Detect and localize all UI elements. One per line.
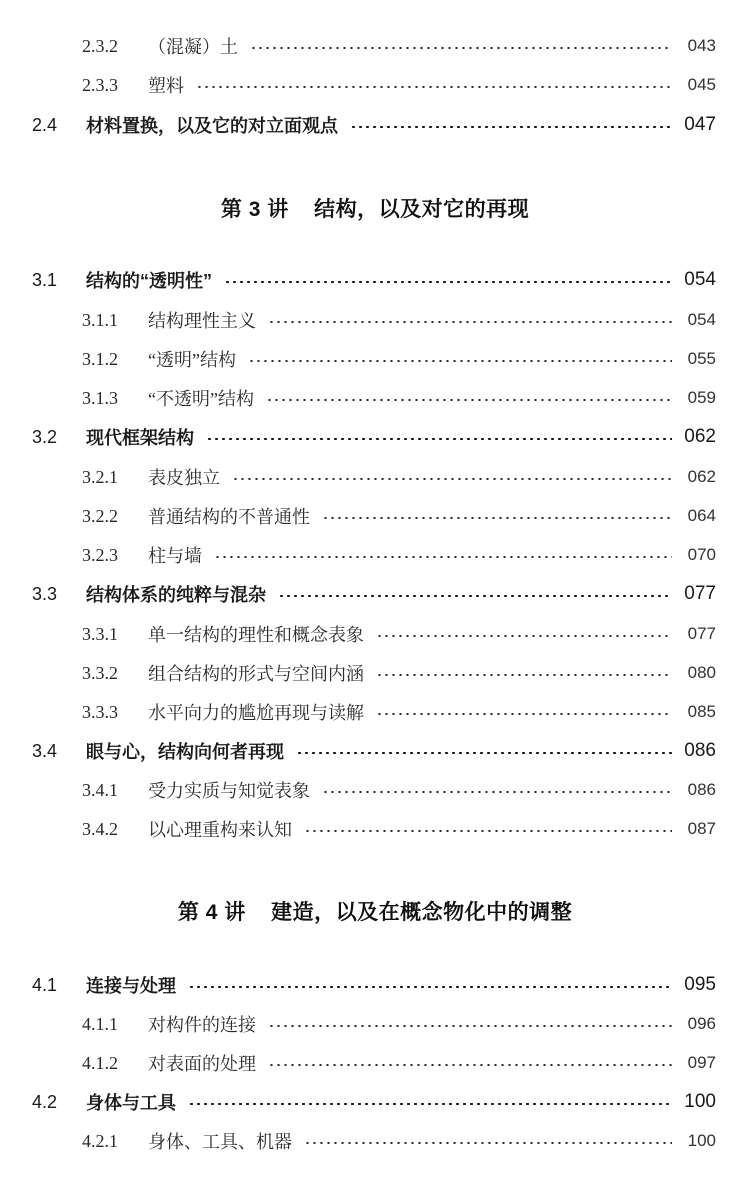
dot-leader xyxy=(304,830,672,832)
lecture-label: 第 4 讲 xyxy=(177,901,246,924)
toc-entry-3-2[interactable] xyxy=(32,422,716,452)
entry-page: 062 xyxy=(687,467,716,486)
entry-number: 4.2.1 xyxy=(82,1130,118,1151)
toc-entry-3-2-2[interactable] xyxy=(32,501,716,531)
entry-page: 077 xyxy=(684,583,716,604)
entry-page: 086 xyxy=(684,740,716,761)
toc-entry-3-3[interactable] xyxy=(32,579,716,609)
lecture-heading-4[interactable] xyxy=(0,896,750,926)
entry-title: 受力实质与知觉表象 xyxy=(148,781,310,801)
entry-page: 059 xyxy=(687,388,716,407)
entry-number: 3.2.3 xyxy=(82,544,118,565)
entry-page: 064 xyxy=(687,506,716,525)
toc-entry-3-3-1[interactable] xyxy=(32,619,716,649)
lecture-label: 第 3 讲 xyxy=(220,198,289,221)
entry-page: 085 xyxy=(687,702,716,721)
entry-number: 3.4 xyxy=(32,740,58,761)
toc-entry-2-4[interactable] xyxy=(32,110,716,140)
entry-page: 100 xyxy=(684,1091,716,1112)
entry-page: 097 xyxy=(687,1053,716,1072)
entry-page: 080 xyxy=(687,663,716,682)
entry-page: 047 xyxy=(684,114,716,135)
dot-leader xyxy=(350,126,672,128)
entry-number: 3.1.2 xyxy=(82,348,118,369)
entry-title: 对表面的处理 xyxy=(148,1054,256,1074)
dot-leader xyxy=(188,1103,672,1105)
entry-number: 3.2 xyxy=(32,426,58,447)
dot-leader xyxy=(322,791,672,793)
entry-page: 095 xyxy=(684,974,716,995)
lecture-title: 建造，以及在概念物化中的调整 xyxy=(271,901,573,924)
entry-title: 对构件的连接 xyxy=(148,1015,256,1035)
toc-entry-4-2[interactable] xyxy=(32,1087,716,1117)
dot-leader xyxy=(376,713,672,715)
toc-entry-3-2-1[interactable] xyxy=(32,462,716,492)
dot-leader xyxy=(376,674,672,676)
entry-number: 3.4.2 xyxy=(82,818,118,839)
entry-title: 结构体系的纯粹与混杂 xyxy=(86,585,266,605)
entry-page: 054 xyxy=(684,269,716,290)
entry-number: 3.3 xyxy=(32,583,58,604)
dot-leader xyxy=(214,556,672,558)
entry-number: 3.2.2 xyxy=(82,505,118,526)
entry-number: 3.3.1 xyxy=(82,623,118,644)
entry-title: “不透明”结构 xyxy=(148,389,254,409)
entry-number: 4.1.2 xyxy=(82,1052,118,1073)
dot-leader xyxy=(196,86,672,88)
dot-leader xyxy=(268,1064,672,1066)
entry-title: 结构的“透明性” xyxy=(86,271,212,291)
entry-page: 054 xyxy=(687,310,716,329)
entry-title: 以心理重构来认知 xyxy=(148,820,292,840)
toc-entry-3-4[interactable] xyxy=(32,736,716,766)
entry-title: “透明”结构 xyxy=(148,350,236,370)
toc-entry-3-1-3[interactable] xyxy=(32,383,716,413)
entry-page: 070 xyxy=(687,545,716,564)
dot-leader xyxy=(232,478,672,480)
toc-entry-4-1[interactable] xyxy=(32,970,716,1000)
toc-entry-3-4-2[interactable] xyxy=(32,814,716,844)
entry-page: 086 xyxy=(687,780,716,799)
entry-number: 3.2.1 xyxy=(82,466,118,487)
entry-page: 045 xyxy=(687,75,716,94)
entry-page: 096 xyxy=(687,1014,716,1033)
dot-leader xyxy=(296,752,672,754)
entry-title: 材料置换，以及它的对立面观点 xyxy=(86,116,338,136)
entry-title: 组合结构的形式与空间内涵 xyxy=(148,664,364,684)
entry-number: 3.1.3 xyxy=(82,387,118,408)
dot-leader xyxy=(248,360,672,362)
dot-leader xyxy=(268,321,672,323)
entry-title: 连接与处理 xyxy=(86,976,176,996)
entry-page: 043 xyxy=(687,36,716,55)
entry-number: 3.3.3 xyxy=(82,701,118,722)
toc-entry-3-4-1[interactable] xyxy=(32,775,716,805)
toc-entry-3-1-2[interactable] xyxy=(32,344,716,374)
entry-title: 单一结构的理性和概念表象 xyxy=(148,625,364,645)
entry-title: 柱与墙 xyxy=(148,546,202,566)
lecture-title: 结构，以及对它的再现 xyxy=(314,198,530,221)
entry-title: 表皮独立 xyxy=(148,468,220,488)
entry-title: 塑料 xyxy=(148,76,184,96)
dot-leader xyxy=(268,1025,672,1027)
toc-entry-3-1[interactable] xyxy=(32,265,716,295)
dot-leader xyxy=(206,438,672,440)
toc-entry-3-3-3[interactable] xyxy=(32,697,716,727)
entry-title: （混凝）土 xyxy=(148,37,238,57)
entry-number: 4.1.1 xyxy=(82,1013,118,1034)
entry-title: 身体、工具、机器 xyxy=(148,1132,292,1152)
entry-number: 3.1.1 xyxy=(82,309,118,330)
entry-title: 眼与心，结构向何者再现 xyxy=(86,742,284,762)
toc-entry-4-1-2[interactable] xyxy=(32,1048,716,1078)
entry-number: 4.2 xyxy=(32,1091,58,1112)
entry-title: 普通结构的不普通性 xyxy=(148,507,310,527)
toc-entry-2-3-3[interactable] xyxy=(32,70,716,100)
entry-title: 现代框架结构 xyxy=(86,428,194,448)
entry-number: 4.1 xyxy=(32,974,58,995)
entry-number: 2.4 xyxy=(32,114,58,135)
dot-leader xyxy=(278,595,672,597)
entry-number: 3.3.2 xyxy=(82,662,118,683)
dot-leader xyxy=(304,1142,672,1144)
entry-number: 2.3.2 xyxy=(82,35,118,56)
dot-leader xyxy=(224,281,672,283)
lecture-heading-3[interactable] xyxy=(0,193,750,223)
entry-page: 077 xyxy=(687,624,716,643)
entry-page: 062 xyxy=(684,426,716,447)
entry-title: 身体与工具 xyxy=(86,1093,176,1113)
entry-page: 055 xyxy=(687,349,716,368)
toc-entry-4-1-1[interactable] xyxy=(32,1009,716,1039)
entry-title: 水平向力的尴尬再现与读解 xyxy=(148,703,364,723)
entry-page: 087 xyxy=(687,819,716,838)
toc-entry-3-1-1[interactable] xyxy=(32,305,716,335)
entry-number: 3.4.1 xyxy=(82,779,118,800)
dot-leader xyxy=(266,399,672,401)
dot-leader xyxy=(250,47,672,49)
toc-entry-2-3-2[interactable] xyxy=(32,31,716,61)
toc-entry-4-2-1[interactable] xyxy=(32,1126,716,1156)
dot-leader xyxy=(188,986,672,988)
dot-leader xyxy=(322,517,672,519)
dot-leader xyxy=(376,635,672,637)
toc-entry-3-2-3[interactable] xyxy=(32,540,716,570)
toc-entry-3-3-2[interactable] xyxy=(32,658,716,688)
entry-title: 结构理性主义 xyxy=(148,311,256,331)
entry-number: 2.3.3 xyxy=(82,74,118,95)
entry-page: 100 xyxy=(687,1131,716,1150)
entry-number: 3.1 xyxy=(32,269,58,290)
